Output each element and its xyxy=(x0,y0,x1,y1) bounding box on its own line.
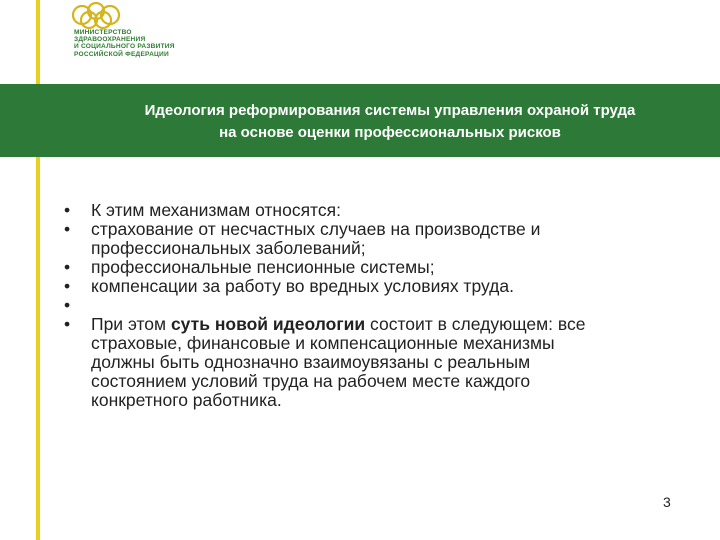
ministry-emblem-icon xyxy=(70,2,130,30)
logo-line: И СОЦИАЛЬНОГО РАЗВИТИЯ xyxy=(74,43,175,51)
slide-title-line: Идеология реформирования системы управления охраной труда xyxy=(144,102,636,119)
list-item-text: К этим механизмам относятся: xyxy=(91,200,341,220)
logo-line: МИНИСТЕРСТВО xyxy=(74,29,132,36)
list-item-text: компенсации за работу во вредных условиях труда. xyxy=(91,276,514,296)
list-item-text: профессиональные пенсионные системы; xyxy=(91,257,435,277)
list-item xyxy=(62,220,672,258)
list-item xyxy=(62,258,672,277)
bullet-marker: • xyxy=(64,295,71,315)
bullet-list xyxy=(62,201,672,410)
list-item-text: состоянием условий труда на рабочем месте каждого xyxy=(91,371,531,391)
list-item-text: конкретного работника. xyxy=(91,390,282,410)
bullet-marker: • xyxy=(64,276,71,296)
list-item xyxy=(62,201,672,220)
list-item-text xyxy=(91,315,672,334)
left-accent-stripe xyxy=(36,0,40,540)
list-item xyxy=(62,277,672,296)
list-item-text: должны быть однозначно взаимоувязаны с реальным xyxy=(91,352,531,372)
list-item-empty xyxy=(62,296,672,315)
emphasized-text: суть новой идеологии xyxy=(170,314,366,334)
text-prefix: При этом xyxy=(91,314,171,334)
bullet-marker: • xyxy=(64,314,71,334)
bullet-marker: • xyxy=(64,219,71,239)
slide-title xyxy=(80,100,700,144)
bullet-marker: • xyxy=(64,257,71,277)
list-item-text: страхование от несчастных случаев на производстве и xyxy=(91,219,541,239)
logo-line: ЗДРАВООХРАНЕНИЯ xyxy=(74,36,146,44)
logo-line: РОССИЙСКОЙ ФЕДЕРАЦИИ xyxy=(74,50,169,58)
slide-title-line: на основе оценки профессиональных рисков xyxy=(219,124,561,141)
ministry-logo xyxy=(66,2,226,64)
bullet-marker: • xyxy=(64,200,71,220)
page-number: 3 xyxy=(663,494,671,510)
list-item-text: страховые, финансовые и компенсационные механизмы xyxy=(91,333,555,353)
list-item-text: профессиональных заболеваний; xyxy=(91,238,366,258)
logo-text xyxy=(74,29,175,58)
list-item xyxy=(62,315,672,410)
text-suffix: состоит в следующем: все xyxy=(365,314,586,334)
